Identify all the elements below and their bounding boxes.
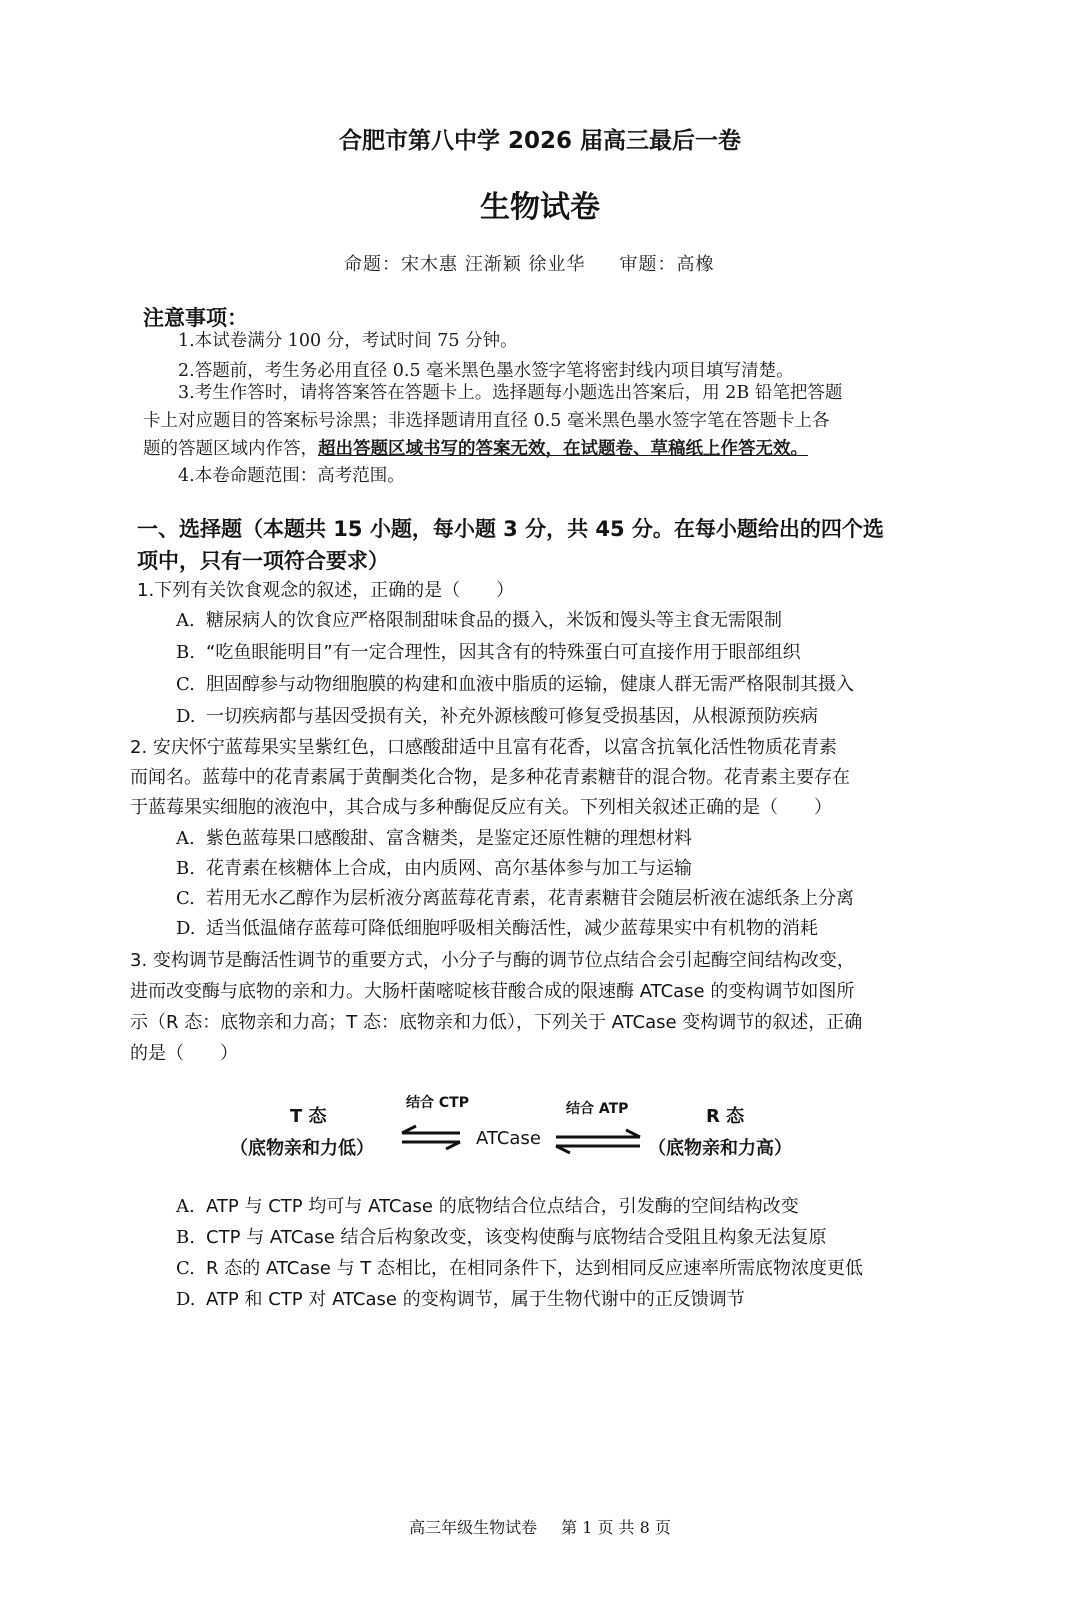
reviewer-label: 审题：: [619, 254, 677, 275]
q3-stem-line-4: 的是（ ）: [130, 1043, 238, 1064]
section-heading: [137, 513, 957, 577]
bind-ctp-label: 结合 CTP: [406, 1095, 469, 1111]
q3-stem-line-1: 3. 变构调节是酶活性调节的重要方式，小分子与酶的调节位点结合会引起酶空间结构改变，: [130, 950, 855, 971]
q1-option-c: [176, 670, 956, 700]
q3-option-a: [176, 1192, 956, 1222]
option-letter: A.: [176, 828, 195, 849]
q1-option-d: [176, 702, 956, 732]
t-state-label: T 态: [290, 1106, 327, 1127]
q2-option-d: [176, 914, 956, 944]
option-letter: B.: [176, 1227, 195, 1248]
notice-item-4: 4.本卷命题范围：高考范围。: [178, 466, 405, 486]
q3-option-b: [176, 1223, 956, 1253]
option-text: 适当低温储存蓝莓可降低细胞呼吸相关酶活性，减少蓝莓果实中有机物的消耗: [206, 918, 818, 939]
page-footer: [0, 1515, 1080, 1538]
r-state-description: （底物亲和力高）: [648, 1138, 792, 1159]
section-heading-line-2: 项中，只有一项符合要求）: [137, 549, 389, 573]
option-letter: D.: [176, 706, 196, 727]
setters-label: 命题：: [344, 254, 401, 275]
notice-item-3-plain: 题的答题区域内作答，: [143, 439, 318, 459]
reversible-arrow-atp-icon: [552, 1128, 644, 1154]
notice-heading: 注意事项：: [143, 306, 248, 330]
option-letter: B.: [176, 858, 195, 879]
option-letter: C.: [176, 888, 195, 909]
q3-option-c: [176, 1254, 956, 1284]
option-letter: D.: [176, 918, 196, 939]
option-text: R 态的 ATCase 与 T 态相比，在相同条件下，达到相同反应速率所需底物浓度更低: [206, 1258, 864, 1279]
q3-option-d: [176, 1285, 956, 1315]
q3-stem-line-2: 进而改变酶与底物的亲和力。大肠杆菌嘧啶核苷酸合成的限速酶 ATCase 的变构调节如图所: [130, 981, 855, 1002]
atcase-diagram: [230, 1090, 850, 1170]
option-text: CTP 与 ATCase 结合后构象改变，该变构使酶与底物结合受阻且构象无法复原: [206, 1227, 827, 1248]
notice-item-1: 1.本试卷满分 100 分，考试时间 75 分钟。: [178, 331, 518, 351]
q1-option-a: [176, 606, 956, 636]
bind-atp-label: 结合 ATP: [566, 1101, 629, 1117]
q2-option-a: [176, 824, 956, 854]
option-text: 花青素在核糖体上合成，由内质网、高尔基体参与加工与运输: [206, 858, 692, 879]
option-text: 紫色蓝莓果口感酸甜、富含糖类，是鉴定还原性糖的理想材料: [206, 828, 692, 849]
footer-exam-name: 高三年级生物试卷: [409, 1518, 538, 1537]
footer-page-number: 第 1 页 共 8 页: [561, 1518, 671, 1537]
school-title: 合肥市第八中学 2026 届高三最后一卷: [338, 128, 742, 154]
atcase-enzyme-label: ATCase: [476, 1128, 541, 1149]
option-text: 糖尿病人的饮食应严格限制甜味食品的摄入，米饭和馒头等主食无需限制: [206, 610, 782, 631]
option-letter: B.: [176, 642, 195, 663]
option-text: ATP 和 CTP 对 ATCase 的变构调节，属于生物代谢中的正反馈调节: [206, 1289, 745, 1310]
option-letter: A.: [176, 1196, 195, 1217]
reversible-arrow-ctp-icon: [398, 1124, 464, 1150]
option-letter: A.: [176, 610, 195, 631]
section-heading-line-1: 一、选择题（本题共 15 小题，每小题 3 分，共 45 分。在每小题给出的四个选: [137, 517, 884, 541]
option-letter: C.: [176, 1258, 195, 1279]
q2-option-c: [176, 884, 956, 914]
notice-item-2: 2.答题前，考生务必用直径 0.5 毫米黑色墨水签字笔将密封线内项目填写清楚。: [178, 361, 794, 381]
authors-line: [344, 250, 714, 276]
q2-stem-line-3: 于蓝莓果实细胞的液泡中，其合成与多种酶促反应有关。下列相关叙述正确的是（ ）: [130, 797, 832, 818]
notice-item-3-line-1: 3.考生作答时，请将答案答在答题卡上。选择题每小题选出答案后，用 2B 铅笔把答题: [178, 383, 843, 403]
option-text: 一切疾病都与基因受损有关，补充外源核酸可修复受损基因，从根源预防疾病: [206, 706, 818, 727]
notice-item-3-underlined: 超出答题区域书写的答案无效，在试题卷、草稿纸上作答无效。: [318, 439, 808, 459]
option-text: “吃鱼眼能明目”有一定合理性，因其含有的特殊蛋白可直接作用于眼部组织: [206, 642, 801, 663]
reviewer-name: 高橡: [676, 254, 715, 275]
option-text: 胆固醇参与动物细胞膜的构建和血液中脂质的运输，健康人群无需严格限制其摄入: [206, 674, 854, 695]
q2-option-b: [176, 854, 956, 884]
q2-stem-line-2: 而闻名。蓝莓中的花青素属于黄酮类化合物，是多种花青素糖苷的混合物。花青素主要存在: [130, 767, 850, 788]
r-state-label: R 态: [706, 1106, 745, 1127]
t-state-description: （底物亲和力低）: [230, 1138, 374, 1159]
option-letter: C.: [176, 674, 195, 695]
notice-item-3-line-3: [143, 434, 943, 464]
notice-item-3-line-2: 卡上对应题目的答案标号涂黑；非选择题请用直径 0.5 毫米黑色墨水签字笔在答题卡上各: [143, 411, 830, 431]
option-text: ATP 与 CTP 均可与 ATCase 的底物结合位点结合，引发酶的空间结构改变: [206, 1196, 799, 1217]
setters-names: 宋木惠 汪渐颖 徐业华: [401, 254, 586, 275]
option-text: 若用无水乙醇作为层析液分离蓝莓花青素，花青素糖苷会随层析液在滤纸条上分离: [206, 888, 854, 909]
q1-option-b: [176, 638, 956, 668]
option-letter: D.: [176, 1289, 196, 1310]
q1-stem: 1.下列有关饮食观念的叙述，正确的是（ ）: [137, 580, 515, 601]
q2-stem-line-1: 2. 安庆怀宁蓝莓果实呈紫红色，口感酸甜适中且富有花香，以富含抗氧化活性物质花青素: [130, 737, 837, 758]
q3-stem-line-3: 示（R 态：底物亲和力高；T 态：底物亲和力低），下列关于 ATCase 变构调节的叙述，正确: [130, 1012, 863, 1033]
subject-title: 生物试卷: [480, 190, 600, 225]
